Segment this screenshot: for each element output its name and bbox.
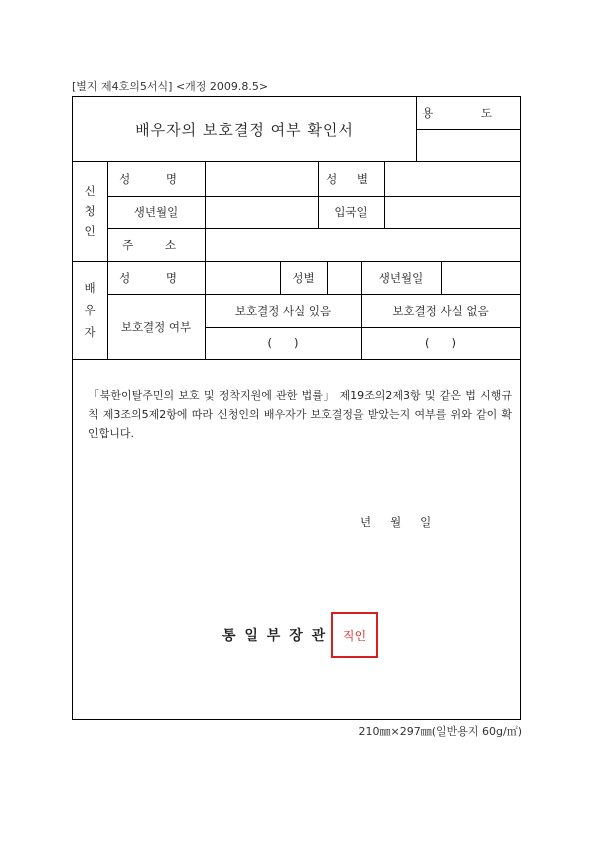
spouse-name-label: 성 명 — [119, 270, 193, 285]
applicant-gender-label: 성 별 — [326, 171, 376, 186]
applicant-entry-field[interactable] — [385, 197, 520, 228]
confirmation-text: 「북한이탈주민의 보호 및 정착지원에 관한 법률」 제19조의2제3항 및 같은 법 시행규칙 제3조의5제2항에 따라 신청인의 배우자가 보호결정을 받았는지 여부를 위와 같이 확인합니다. — [88, 389, 512, 440]
seal-text: 직인 — [342, 628, 367, 643]
signatory-name: 통 일 부 장 관 — [222, 628, 328, 644]
protection-yes-label: 보호결정 사실 있음 — [234, 303, 332, 318]
applicant-section-label — [73, 161, 107, 261]
table-bottom-line — [73, 359, 520, 360]
applicant-address-label: 주 소 — [122, 237, 190, 252]
usage-value-field[interactable] — [417, 130, 520, 161]
applicant-address-field[interactable] — [206, 229, 520, 261]
applicant-name-label: 성 명 — [119, 171, 193, 186]
spouse-label-char-1: 배 — [84, 281, 96, 295]
spouse-label-char-3: 자 — [84, 325, 96, 339]
applicant-label-char-1: 신 — [84, 184, 96, 198]
applicant-entry-label: 입국일 — [334, 205, 368, 219]
spouse-name-field[interactable] — [206, 262, 280, 294]
document-title: 배우자의 보호결정 여부 확인서 — [135, 120, 354, 139]
applicant-label-char-2: 청 — [84, 204, 96, 218]
official-seal — [331, 612, 378, 658]
protection-no-label: 보호결정 사실 없음 — [392, 303, 489, 318]
spouse-section-label — [73, 261, 107, 359]
applicant-birth-label: 생년월일 — [133, 205, 179, 219]
applicant-label-char-3: 인 — [84, 224, 96, 238]
spouse-birth-label: 생년월일 — [378, 270, 424, 285]
spouse-gender-field[interactable] — [328, 262, 361, 294]
spouse-label-char-2: 우 — [84, 303, 96, 317]
spouse-protection-label: 보호결정 여부 — [120, 319, 192, 334]
usage-label: 용 도 — [422, 106, 514, 120]
applicant-gender-field[interactable] — [385, 162, 520, 196]
protection-yes-checkbox[interactable]: ( ) — [267, 336, 299, 350]
protection-no-checkbox[interactable]: ( ) — [425, 336, 456, 350]
spouse-birth-field[interactable] — [442, 262, 520, 294]
spouse-gender-label: 성별 — [292, 270, 315, 285]
issue-date: 년 월 일 — [360, 515, 434, 529]
form-header: [별지 제4호의5서식] <개정 2009.8.5> — [72, 80, 269, 93]
applicant-birth-field[interactable] — [206, 197, 318, 228]
applicant-name-field[interactable] — [206, 162, 318, 196]
paper-size-footer: 210㎜×297㎜(일반용지 60g/㎡) — [358, 725, 522, 738]
